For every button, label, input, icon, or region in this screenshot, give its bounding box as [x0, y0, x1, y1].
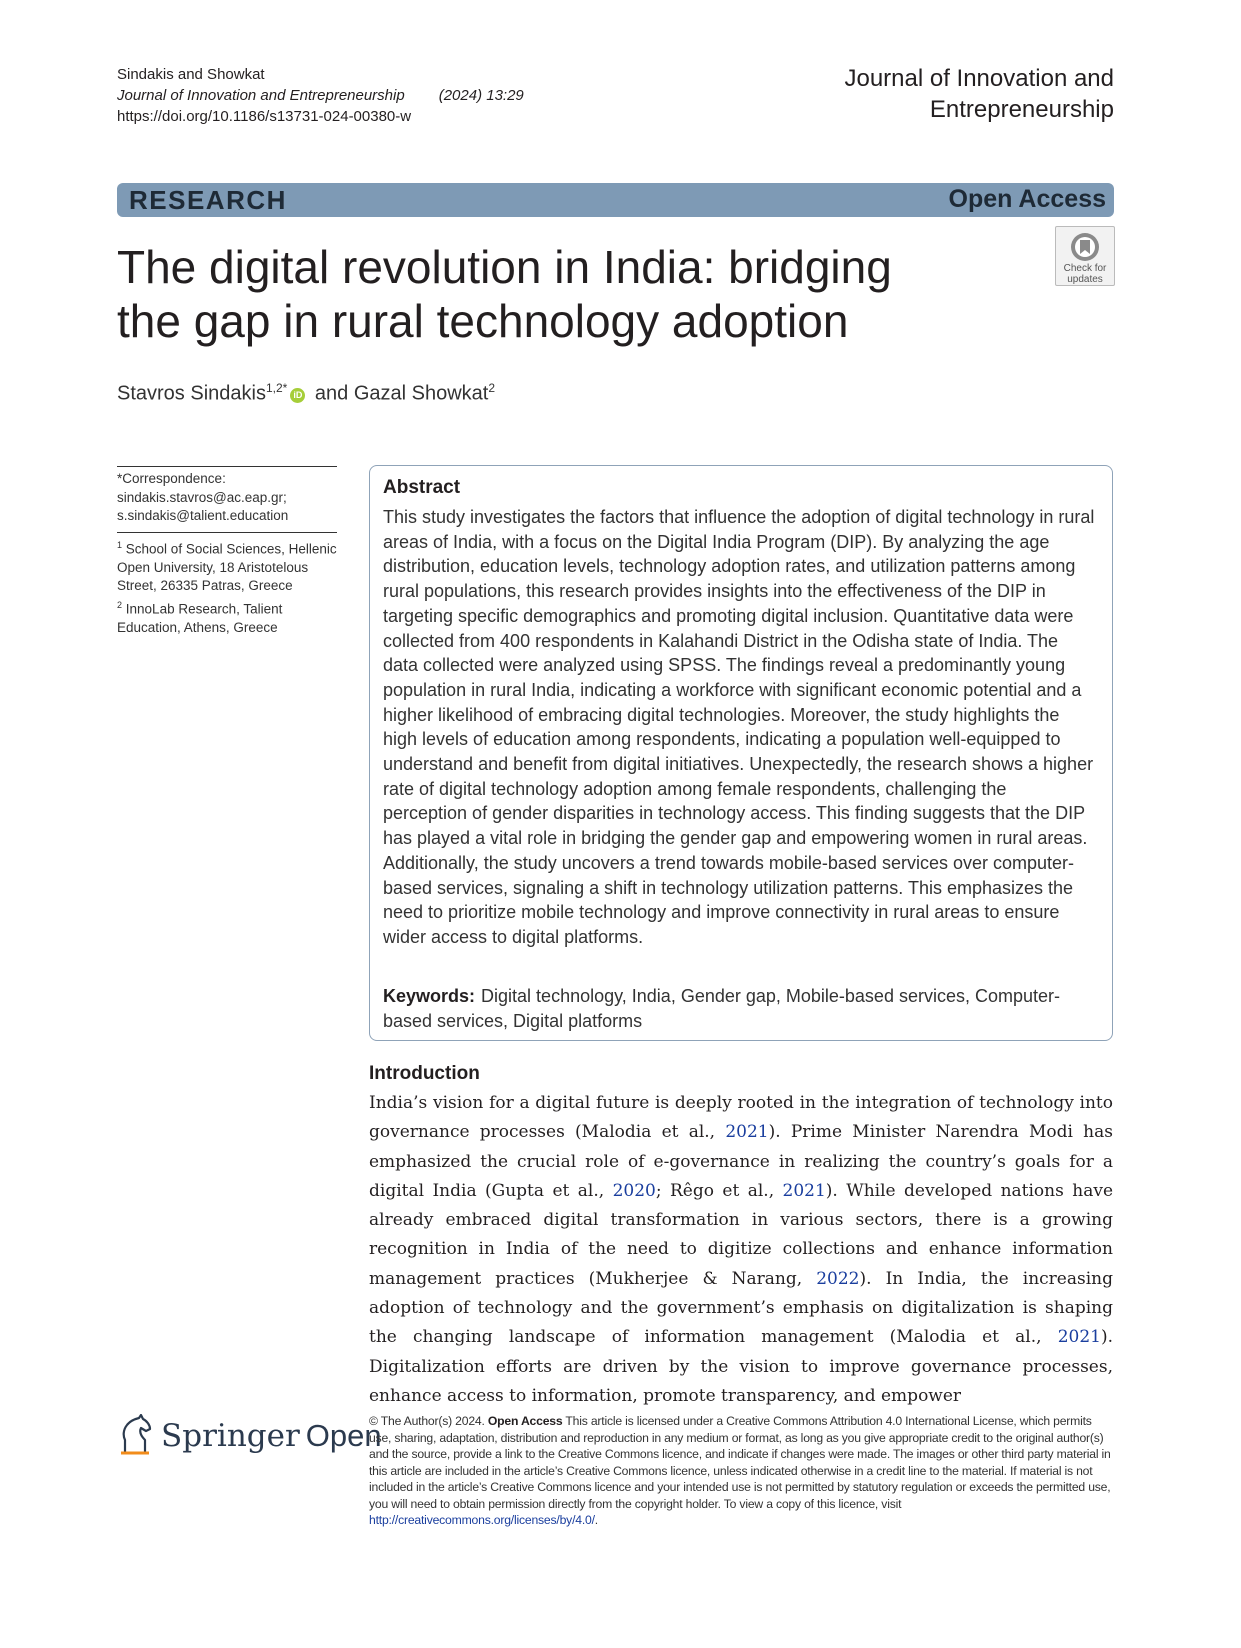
journal-citation: Journal of Innovation and Entrepreneurship — [117, 87, 405, 104]
citation-link[interactable]: 2021 — [1057, 1327, 1101, 1348]
check-for-updates-line2: updates — [1067, 274, 1103, 285]
article-type-banner — [117, 183, 1114, 217]
publisher-suffix: Open — [305, 1418, 382, 1453]
affiliation-2 — [117, 596, 337, 638]
citation-link[interactable]: 2021 — [782, 1180, 826, 1201]
license-link[interactable]: http://creativecommons.org/licenses/by/4.0/ — [369, 1513, 595, 1527]
journal-name — [754, 63, 1114, 125]
intro-text-1: India’s vision for a digital future is deeply rooted in the integration of technology into governance processes (Malodia et al., — [369, 1093, 1113, 1143]
intro-text-5: ). In India, the increasing adoption of technology and the government’s emphasis on digitalization is shaping the changing landscape of information management (Malodia et al., — [369, 1268, 1113, 1348]
journal-name-line2: Entrepreneurship — [929, 96, 1114, 123]
publisher-name: Springer — [161, 1418, 300, 1454]
correspondence-label: *Correspondence: — [117, 471, 226, 486]
copyright: © The Author(s) 2024. — [369, 1414, 485, 1428]
intro-text-6: ). Digitalization efforts are driven by the vision to improve governance processes, enhance access to information, promote transparency, and empower — [369, 1327, 1113, 1406]
springer-horse-logo — [117, 1414, 155, 1456]
orcid-icon[interactable]: iD — [290, 388, 305, 403]
citation-link[interactable]: 2021 — [725, 1122, 769, 1143]
license-body: This article is licensed under a Creative Commons Attribution 4.0 International License, which permits use, sharing, adaptation, distribution and reproduction in any medium or format, as long as you give appropriate credit to the original author(s) and the source, provide a link to the Creative Commons licence, and indicate if changes were made. The images or other third party material in this article are included in the article’s Creative Commons licence, unless indicated otherwise in a credit line to the material. If material is not included in the article’s Creative Commons licence and your intended use is not permitted by statutory regulation or exceeds the permitted use, you will need to obtain permission directly from the copyright holder. To view a copy of this licence, visit — [369, 1414, 1111, 1511]
citation-link[interactable]: 2020 — [612, 1180, 656, 1201]
author-2-affiliation: 2 — [488, 381, 496, 395]
affiliation-2-text: InnoLab Research, Talient Education, Athens, Greece — [117, 601, 283, 635]
author-1-affiliation: 1,2* — [265, 381, 288, 395]
check-for-updates-badge[interactable] — [1055, 226, 1115, 286]
intro-text-2: ). Prime Minister Narendra Modi has emphasized the crucial role of e-governance in realizing the country’s goals for a digital India (Gupta et al., — [369, 1122, 1113, 1201]
paper-title: The digital revolution in India: bridging the gap in rural technology adoption — [117, 241, 892, 347]
keywords — [383, 984, 1095, 1033]
email-link-2[interactable]: s.sindakis@talient.education — [117, 508, 289, 523]
affiliation-1 — [117, 533, 337, 596]
abstract-box — [369, 465, 1113, 1041]
journal-name-line1: Journal of Innovation and — [844, 65, 1114, 92]
springer-open-logo — [117, 1414, 382, 1458]
affiliation-1-text: School of Social Sciences, Hellenic Open University, 18 Aristotelous Street, 26335 Patras, Greece — [117, 541, 337, 593]
open-access-label: Open Access — [948, 185, 1106, 213]
affiliation-2-number: 2 — [117, 599, 123, 610]
intro-text-3: ; Rêgo et al., — [655, 1180, 783, 1201]
keywords-label: Keywords: — [383, 986, 476, 1006]
email-link-1[interactable]: sindakis.stavros@ac.eap.gr; — [117, 489, 287, 505]
article-type-label: RESEARCH — [129, 185, 287, 215]
abstract-heading: Abstract — [383, 477, 461, 498]
authors-short: Sindakis and Showkat — [117, 66, 265, 83]
license-end: . — [594, 1513, 598, 1527]
check-for-updates-icon — [1069, 231, 1101, 263]
abstract-text: This study investigates the factors that influence the adoption of digital technology in rural areas of India, with a focus on the Digital India Program (DIP). By analyzing the age distribution, education levels, technology adoption rates, and utilization patterns among rural populations, this research provides insights into the effectiveness of the DIP in targeting specific demographics and promoting digital inclusion. Quantitative data were collected from 400 respondents in Kalahandi District in the Odisha state of India. The data collected were analyzed using SPSS. The findings reveal a predominantly young population in rural India, indicating a workforce with significant economic potential and a higher likelihood of embracing digital technologies. Moreover, the study highlights the high levels of education among respondents, indicating a population well-equipped to understand and benefit from digital initiatives. Unexpectedly, the research shows a higher rate of digital technology adoption among female respondents, challenging the perception of gender disparities in technology access. This finding suggests that the DIP has played a vital role in bridging the gender gap and empowering women in rural areas. Additionally, the study uncovers a trend towards mobile-based services over computer-based services, signaling a shift in technology utilization patterns. This emphasizes the need to prioritize mobile technology and improve connectivity in rural areas to ensure wider access to digital platforms. — [383, 507, 1095, 947]
intro-text-4: ). While developed nations have already embraced digital transformation in various sectors, there is a growing recognition in India of the need to digitize collections and enhance information management practices (Mukherjee & Narang, — [369, 1180, 1114, 1289]
license-open-access: Open Access — [487, 1414, 563, 1428]
doi-link[interactable]: https://doi.org/10.1186/s13731-024-00380-w — [117, 108, 412, 125]
check-for-updates-line1: Check for — [1063, 263, 1107, 274]
citation-link[interactable]: 2022 — [816, 1268, 860, 1289]
introduction-heading: Introduction — [369, 1063, 480, 1084]
sidebar-notes — [117, 466, 337, 637]
author-list — [117, 381, 495, 406]
introduction-body — [369, 1089, 1113, 1411]
author-1[interactable]: Stavros Sindakis — [117, 382, 266, 405]
article-meta — [117, 64, 524, 127]
keywords-list: Digital technology, India, Gender gap, Mobile-based services, Computer-based services, Digital platforms — [383, 986, 1060, 1031]
license-text — [369, 1413, 1113, 1529]
issue-info: (2024) 13:29 — [438, 87, 524, 104]
author-2[interactable]: and Gazal Showkat — [314, 382, 489, 405]
affiliation-1-number: 1 — [117, 539, 123, 550]
